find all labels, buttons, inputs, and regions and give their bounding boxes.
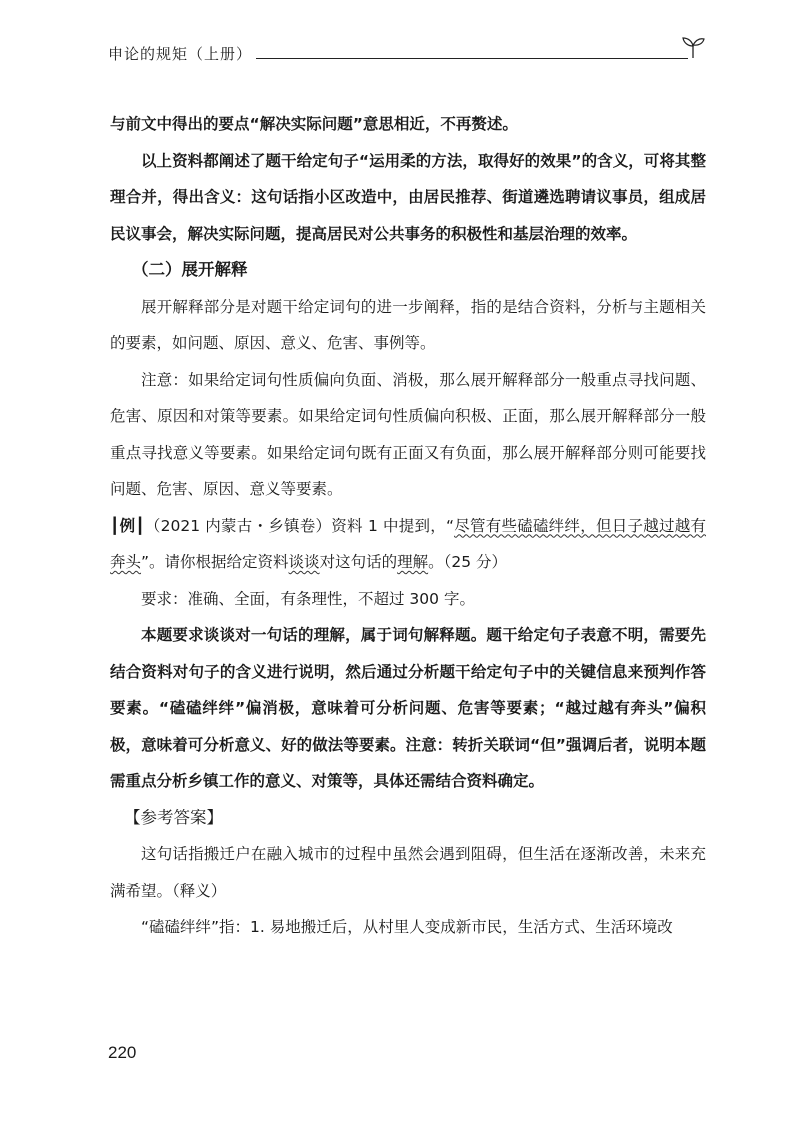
paragraph-3: 展开解释部分是对题干给定词句的进一步阐释，指的是结合资料，分析与主题相关的要素，如问题、原因、意义、危害、事例等。 — [110, 297, 706, 352]
keyword-talk: 谈谈 — [288, 553, 320, 571]
answer-paragraph-2: “磕磕绊绊”指：1. 易地搬迁后，从村里人变成新市民，生活方式、生活环境改 — [141, 918, 673, 936]
section-heading: （二）展开解释 — [132, 260, 248, 279]
sprout-icon — [680, 34, 706, 60]
example-question — [110, 508, 706, 581]
paragraph-1: 与前文中得出的要点“解决实际问题”意思相近，不再赘述。 — [110, 115, 518, 133]
analysis-paragraph: 本题要求谈谈对一句话的理解，属于词句解释题。题干给定句子表意不明，需要先结合资料对句子的含义进行说明，然后通过分析题干给定句子中的关键信息来预判作答要素。“磕磕绊绊”偏消极，意味着可分析问题、危害等要素；“越过越有奔头”偏积极，意味着可分析意义、好的做法等要素。注意：转折关联词“但”强调后者，说明本题需重点分析乡镇工作的意义、对策等，具体还需结合资料确定。 — [110, 626, 706, 790]
paragraph-2: 以上资料都阐述了题干给定句子“运用柔的方法，取得好的效果”的含义，可将其整理合并，得出含义：这句话指小区改造中，由居民推荐、街道遴选聘请议事员，组成居民议事会，解决实际问题，提高居民对公共事务的积极性和基层治理的效率。 — [110, 151, 706, 243]
example-source: （2021 内蒙古・乡镇卷）资料 1 中提到，“ — [144, 516, 455, 535]
book-title: 申论的规矩（上册） — [108, 45, 253, 63]
running-header — [108, 44, 708, 68]
answer-paragraph-1: 这句话指搬迁户在融入城市的过程中虽然会遇到阻碍，但生活在逐渐改善，未来充满希望。（释义） — [110, 845, 706, 900]
quoted-sentence: 尽管有些磕磕绊绊，但日子越过越有奔头 — [110, 516, 706, 571]
page-number: 220 — [108, 1043, 137, 1062]
example-text-2: 对这句话的 — [319, 553, 398, 571]
requirement: 要求：准确、全面，有条理性，不超过 300 字。 — [141, 589, 475, 608]
page-body — [110, 106, 706, 946]
example-text: ”。请你根据给定资料 — [141, 553, 289, 571]
example-mark: ┃例┃ — [110, 516, 145, 535]
keyword-understanding: 理解 — [397, 553, 429, 571]
header-rule — [256, 58, 688, 59]
paragraph-4: 注意：如果给定词句性质偏向负面、消极，那么展开解释部分一般重点寻找问题、危害、原因和对策等要素。如果给定词句性质偏向积极、正面，那么展开解释部分一般重点寻找意义等要素。如果给定词句既有正面又有负面，那么展开解释部分则可能要找问题、危害、原因、意义等要素。 — [110, 370, 706, 498]
example-score: 。（25 分） — [428, 553, 507, 571]
answer-heading: 【参考答案】 — [124, 807, 223, 827]
